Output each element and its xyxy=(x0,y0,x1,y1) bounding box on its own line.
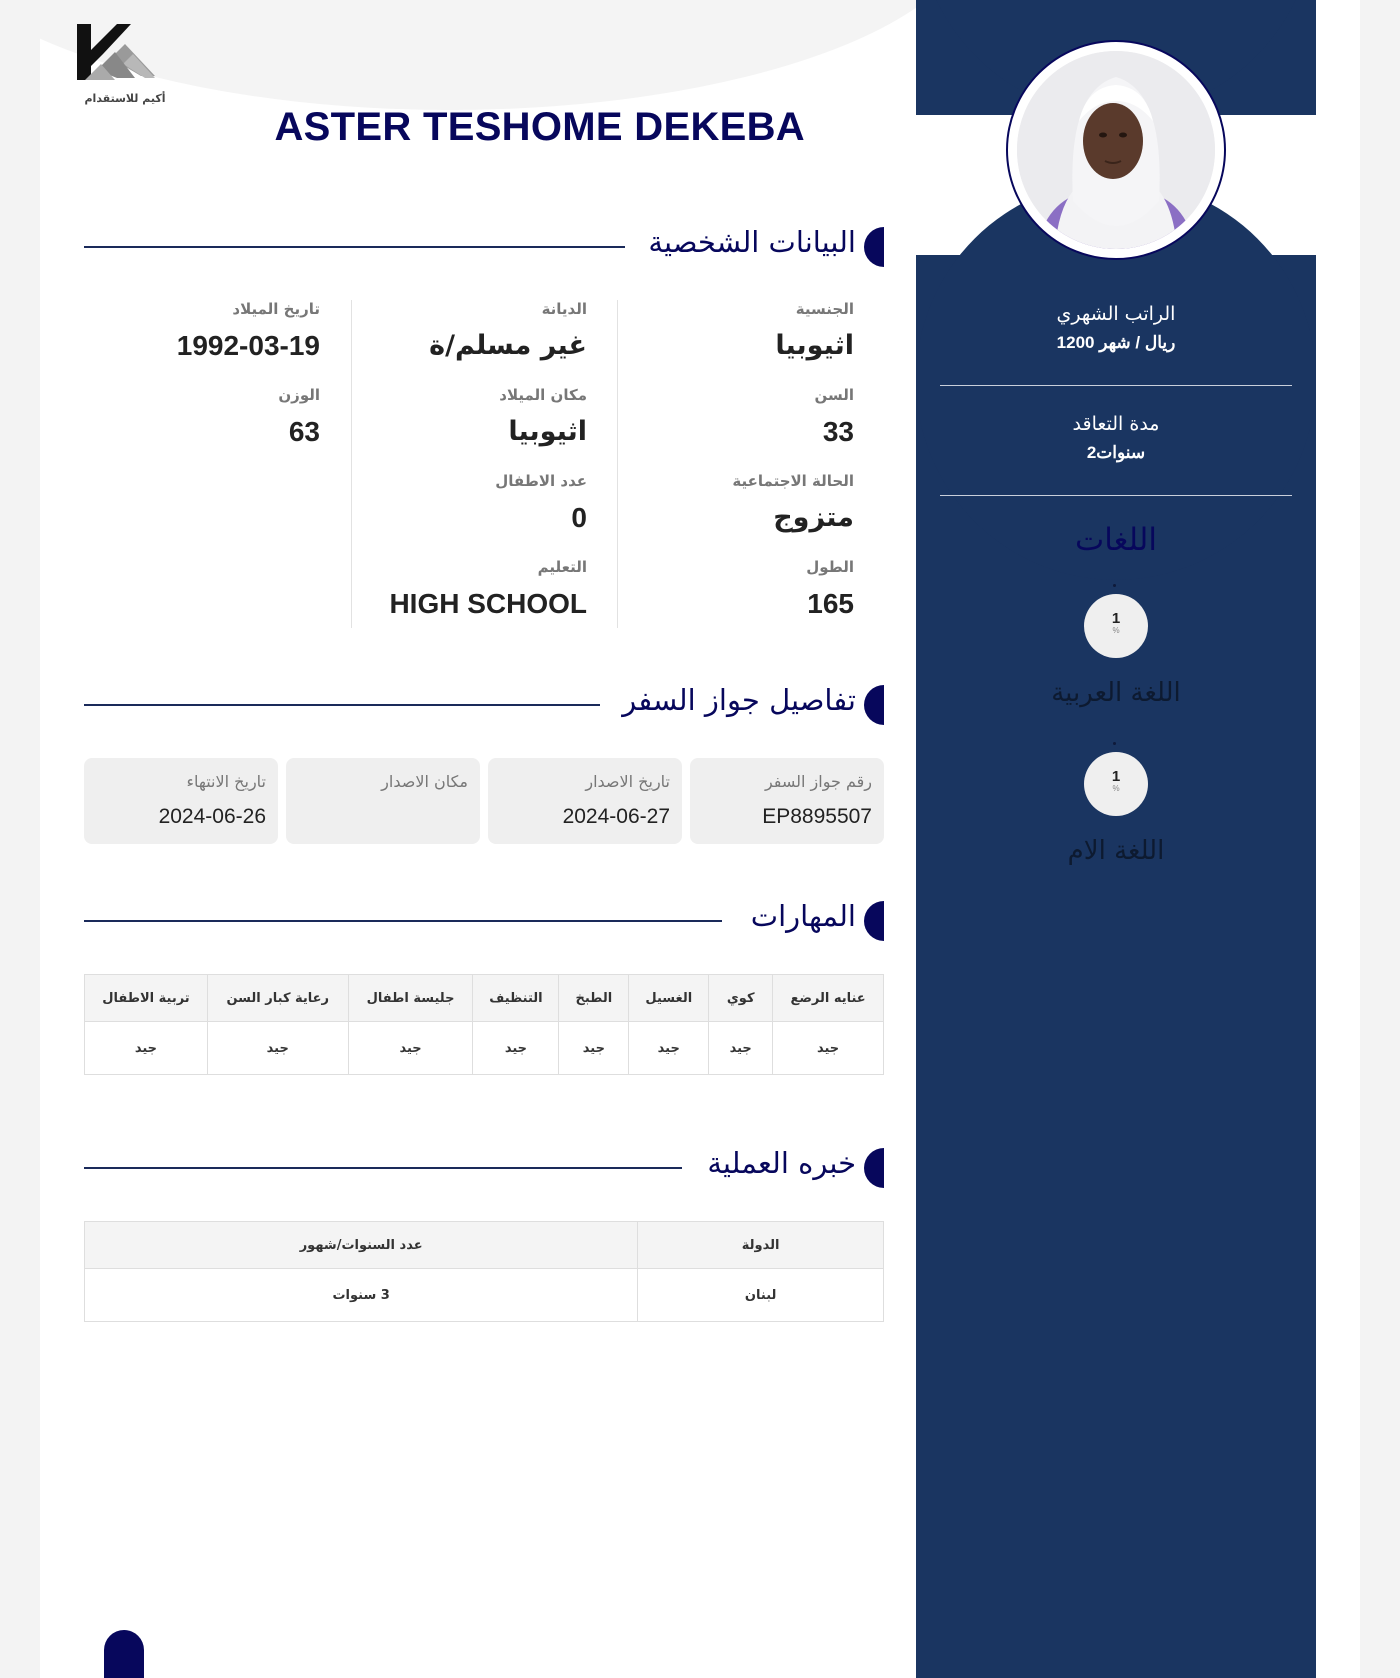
passport-section-title: تفاصيل جواز السفر xyxy=(622,683,856,717)
education-label: التعليم xyxy=(537,558,587,576)
weight-item xyxy=(278,386,320,448)
passport-section-heading xyxy=(84,685,884,725)
salary-label: الراتب الشهري xyxy=(1056,303,1176,325)
issue-date-value: 2024-06-27 xyxy=(562,805,670,828)
passport-number-card xyxy=(690,758,884,844)
sidebar-divider xyxy=(940,495,1292,496)
personal-column-2 xyxy=(351,300,617,630)
education-value: HIGH SCHOOL xyxy=(389,588,587,619)
skill-level: جيد xyxy=(207,1022,348,1075)
marital-status-label: الحالة الاجتماعية xyxy=(732,472,854,490)
section-divider xyxy=(84,1167,682,1169)
person-photo-icon xyxy=(1017,51,1215,249)
section-tab-marker xyxy=(864,685,884,725)
section-divider xyxy=(84,246,625,248)
skill-header: رعاية كبار السن xyxy=(207,975,348,1022)
skill-header: عنايه الرضع xyxy=(773,975,884,1022)
height-label: الطول xyxy=(806,558,854,576)
bullet-icon xyxy=(1113,742,1116,745)
age-label: السن xyxy=(814,386,854,404)
personal-column-3 xyxy=(84,300,350,630)
language-name: اللغة العربية xyxy=(1051,678,1181,708)
religion-item xyxy=(429,300,587,361)
section-divider xyxy=(84,704,600,706)
skill-header: الغسيل xyxy=(629,975,709,1022)
weight-label: الوزن xyxy=(278,386,320,404)
percent-symbol: % xyxy=(1112,784,1120,793)
language-level-value: 1 xyxy=(1111,610,1121,627)
children-label: عدد الاطفال xyxy=(495,472,587,490)
section-tab-marker xyxy=(864,901,884,941)
experience-header-row xyxy=(85,1222,884,1269)
skill-level: جيد xyxy=(85,1022,208,1075)
contract-label: مدة التعاقد xyxy=(1072,413,1160,435)
religion-value: غير مسلم/ة xyxy=(429,330,587,361)
height-item xyxy=(806,558,854,620)
skill-level: جيد xyxy=(348,1022,473,1075)
sidebar-divider xyxy=(940,385,1292,386)
country-header: الدولة xyxy=(638,1222,884,1269)
candidate-photo-frame xyxy=(1006,40,1226,260)
nationality-item xyxy=(775,300,854,361)
salary-value: 1200 ريال / شهر xyxy=(1056,333,1176,352)
language-name: اللغة الام xyxy=(1067,836,1165,866)
nationality-label: الجنسية xyxy=(795,300,854,318)
salary-block xyxy=(940,303,1292,353)
birthplace-item xyxy=(499,386,587,447)
column-divider xyxy=(617,300,618,628)
personal-section-title: البيانات الشخصية xyxy=(648,225,856,259)
skill-level: جيد xyxy=(473,1022,559,1075)
section-tab-marker xyxy=(864,1148,884,1188)
issue-date-label: تاريخ الاصدار xyxy=(585,772,670,791)
skill-header: تربية الاطفال xyxy=(85,975,208,1022)
company-logo xyxy=(75,20,175,110)
candidate-name: ASTER TESHOME DEKEBA xyxy=(274,105,805,149)
sidebar xyxy=(916,0,1316,1678)
candidate-photo xyxy=(1017,51,1215,249)
skill-header: كوي xyxy=(709,975,773,1022)
passport-number-value: EP8895507 xyxy=(762,805,872,828)
issue-date-card xyxy=(488,758,682,844)
age-value: 33 xyxy=(822,416,854,447)
skill-level: جيد xyxy=(773,1022,884,1075)
column-divider xyxy=(351,300,352,628)
weight-value: 63 xyxy=(288,416,320,447)
language-level-badge xyxy=(1084,752,1148,816)
experience-table xyxy=(84,1221,884,1322)
religion-label: الديانة xyxy=(541,300,587,318)
skills-section-heading xyxy=(84,901,884,941)
language-level-badge xyxy=(1084,594,1148,658)
children-value: 0 xyxy=(571,502,587,533)
experience-section-heading xyxy=(84,1148,884,1188)
contract-value: 2سنوات xyxy=(1086,443,1146,462)
skill-header: التنظيف xyxy=(473,975,559,1022)
cv-page xyxy=(40,0,1360,1678)
skill-level: جيد xyxy=(559,1022,629,1075)
birthdate-value: 1992-03-19 xyxy=(176,330,320,361)
issue-place-card xyxy=(286,758,480,844)
skill-level: جيد xyxy=(629,1022,709,1075)
marital-status-value: متزوج xyxy=(773,502,854,533)
skill-level: جيد xyxy=(709,1022,773,1075)
languages-title: اللغات xyxy=(1075,522,1157,558)
logo-text: أكيم للاستقدام xyxy=(84,92,166,105)
skills-table xyxy=(84,974,884,1075)
duration-header: عدد السنوات/شهور xyxy=(85,1222,638,1269)
education-item xyxy=(389,558,587,620)
issue-place-label: مكان الاصدار xyxy=(381,772,468,791)
personal-section-heading xyxy=(84,227,884,267)
nationality-value: اثيوبيا xyxy=(775,330,854,361)
section-divider xyxy=(84,920,722,922)
language-level-value: 1 xyxy=(1111,768,1121,785)
skills-header-row xyxy=(85,975,884,1022)
birthplace-value: اثيوبيا xyxy=(508,416,587,447)
expiry-date-card xyxy=(84,758,278,844)
birthplace-label: مكان الميلاد xyxy=(499,386,587,404)
passport-number-label: رقم جواز السفر xyxy=(764,772,872,791)
experience-duration: 3 سنوات xyxy=(85,1269,638,1322)
skill-header: جليسة اطفال xyxy=(348,975,473,1022)
header-swoosh xyxy=(40,0,980,110)
marital-status-item xyxy=(732,472,854,533)
height-value: 165 xyxy=(807,588,854,619)
skill-header: الطبخ xyxy=(559,975,629,1022)
experience-country: لبنان xyxy=(638,1269,884,1322)
contract-block xyxy=(940,413,1292,463)
experience-section-title: خبره العملية xyxy=(707,1146,856,1180)
percent-symbol: % xyxy=(1112,626,1120,635)
section-tab-marker xyxy=(864,227,884,267)
expiry-date-value: 2024-06-26 xyxy=(158,805,266,828)
skills-value-row xyxy=(85,1022,884,1075)
skills-section-title: المهارات xyxy=(750,899,856,933)
page-footer-tab xyxy=(104,1630,144,1678)
personal-column-1 xyxy=(618,300,884,630)
bullet-icon xyxy=(1113,584,1116,587)
experience-row xyxy=(85,1269,884,1322)
age-item xyxy=(814,386,854,448)
birthdate-label: تاريخ الميلاد xyxy=(232,300,320,318)
expiry-date-label: تاريخ الانتهاء xyxy=(186,772,266,791)
birthdate-item xyxy=(177,300,320,362)
children-item xyxy=(495,472,587,534)
logo-mark-icon xyxy=(75,20,175,92)
